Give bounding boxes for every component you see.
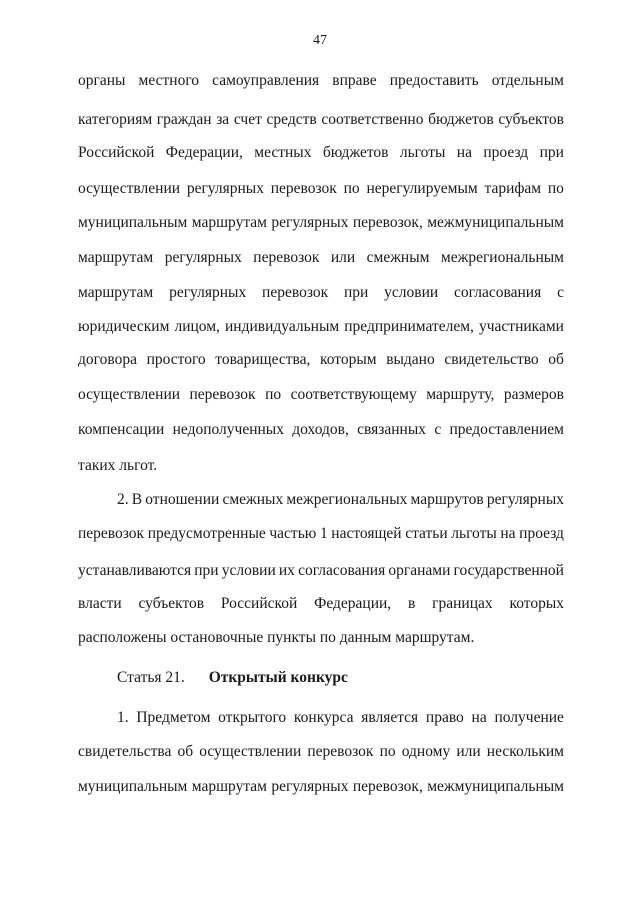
word: 1 (319, 525, 328, 542)
word: вправе (332, 72, 377, 89)
text-line (78, 110, 564, 130)
word: маршрутам (78, 249, 154, 266)
word: по (547, 180, 564, 197)
word: бюджетов (322, 144, 389, 161)
word: маршрутам (191, 214, 267, 231)
word: договора (78, 351, 137, 368)
word: перевозок (307, 743, 374, 760)
text-line (78, 248, 564, 268)
word: предоставлением (449, 421, 564, 438)
word: проезд (483, 144, 529, 161)
word: субъектов (138, 595, 205, 612)
word: смежных (222, 491, 284, 508)
word: простого (146, 351, 206, 368)
word: размеров (503, 386, 564, 403)
word: Федерации, (165, 144, 243, 161)
word: тарифам (484, 180, 542, 197)
article-title: Открытый конкурс (208, 669, 348, 686)
word: устанавливаются (78, 562, 192, 579)
word: свидетельство (444, 351, 539, 368)
word: смежным (366, 249, 430, 266)
word: которых (509, 595, 564, 612)
word: выдано (386, 351, 435, 368)
word: при (194, 562, 219, 579)
word: нерегулируемым (366, 180, 478, 197)
word: Федерации, (314, 595, 392, 612)
word: статьи (405, 525, 448, 542)
word: участниками (479, 318, 564, 335)
word: компенсации (78, 421, 165, 438)
word: Российской (220, 595, 298, 612)
word: является (361, 709, 419, 726)
word: конкурса (293, 709, 354, 726)
word: свидетельства (78, 743, 172, 760)
word: согласования (454, 284, 542, 301)
word: юридическим (78, 318, 170, 335)
word: межмуниципальным (427, 778, 564, 795)
word: их (278, 562, 295, 579)
word: предпринимателем, (344, 318, 474, 335)
text-line (78, 143, 564, 163)
text-line (78, 283, 564, 303)
word: Российской (78, 144, 155, 161)
word: перевозок (253, 249, 320, 266)
word: муниципальным (78, 778, 188, 795)
word: проезд (519, 525, 564, 542)
word: при (539, 144, 564, 161)
word: перевозок (270, 180, 337, 197)
word: льготы (399, 144, 446, 161)
word: осуществлении (78, 386, 181, 403)
text-line-last: расположены остановочные пункты по данным маршрутам. (78, 629, 475, 646)
word: настоящей (331, 525, 402, 542)
word: местного (138, 72, 200, 89)
word: за (216, 111, 230, 128)
word: регулярных (169, 284, 247, 301)
word: доходов, (292, 421, 349, 438)
word: перевозок, (352, 214, 423, 231)
word: межмуниципальным (427, 214, 564, 231)
word: предоставить (389, 72, 479, 89)
word: соответственно (321, 111, 424, 128)
word: органы (78, 72, 126, 89)
article-heading (117, 668, 348, 688)
word: органами (388, 562, 451, 579)
word: осуществлении (199, 743, 302, 760)
word: маршрутам (78, 284, 154, 301)
word: регулярных (271, 778, 349, 795)
word: одному (401, 743, 451, 760)
word: бюджетов (428, 111, 494, 128)
word: государственной (453, 562, 564, 579)
text-line (78, 71, 564, 91)
word: осуществлении (78, 180, 181, 197)
word: отношении (145, 491, 220, 508)
word: границах (432, 595, 493, 612)
word: категориям (78, 111, 153, 128)
word: 2. (117, 491, 129, 508)
word: связанных (357, 421, 427, 438)
text-line (78, 777, 564, 797)
word: с (557, 284, 564, 301)
word: В (131, 491, 143, 508)
word: маршрутам (191, 778, 267, 795)
text-line (78, 524, 564, 544)
word: индивидуальным (225, 318, 340, 335)
word: по (343, 180, 360, 197)
text-line (78, 213, 564, 233)
word: муниципальным (78, 214, 188, 231)
text-line-last: таких льгот. (78, 457, 158, 474)
word: право (425, 709, 464, 726)
word: регулярных (164, 249, 242, 266)
word: на (500, 525, 516, 542)
word: перевозок (78, 525, 145, 542)
word: маршрутов (410, 491, 484, 508)
word: средств (266, 111, 317, 128)
word: или (330, 249, 356, 266)
word: регулярных (271, 214, 349, 231)
article-number: Статья 21. (117, 669, 185, 686)
text-line (117, 708, 564, 728)
word: недополученных (172, 421, 284, 438)
word: отдельным (491, 72, 564, 89)
word: согласования (298, 562, 386, 579)
word: маршруту, (426, 386, 495, 403)
word: с (434, 421, 442, 438)
word: которым (319, 351, 377, 368)
word: власти (78, 595, 122, 612)
word: в (408, 595, 416, 612)
word: об (548, 351, 564, 368)
text-line (78, 179, 564, 199)
word: регулярных (486, 491, 564, 508)
text-line (78, 350, 564, 370)
page-number: 47 (313, 33, 327, 48)
word: частью (269, 525, 317, 542)
word: при (343, 284, 369, 301)
word: товарищества, (215, 351, 311, 368)
word: счет (233, 111, 262, 128)
word: на (456, 144, 472, 161)
word: об (177, 743, 194, 760)
word: самоуправления (212, 72, 320, 89)
word: перевозок (189, 386, 256, 403)
word: субъектов (498, 111, 564, 128)
word: перевозок (262, 284, 329, 301)
word: межрегиональных (286, 491, 408, 508)
text-line (78, 561, 564, 581)
word: соответствующему (290, 386, 417, 403)
word: нескольким (486, 743, 564, 760)
word: по (379, 743, 396, 760)
word: Предметом (136, 709, 211, 726)
text-line (78, 385, 564, 405)
text-line (78, 594, 564, 614)
word: лицом, (174, 318, 220, 335)
word: получение (494, 709, 564, 726)
word: условии (221, 562, 276, 579)
word: 1. (117, 709, 129, 726)
word: условии (384, 284, 439, 301)
text-line (117, 490, 564, 510)
word: льготы (451, 525, 497, 542)
word: или (456, 743, 481, 760)
text-line (78, 317, 564, 337)
text-line (78, 420, 564, 440)
word: перевозок, (352, 778, 423, 795)
word: межрегиональным (440, 249, 564, 266)
word: граждан (156, 111, 212, 128)
word: по (265, 386, 282, 403)
word: предусмотренные (147, 525, 266, 542)
word: местных (254, 144, 312, 161)
text-line (78, 742, 564, 762)
word: на (471, 709, 487, 726)
word: регулярных (186, 180, 264, 197)
word: открытого (218, 709, 287, 726)
